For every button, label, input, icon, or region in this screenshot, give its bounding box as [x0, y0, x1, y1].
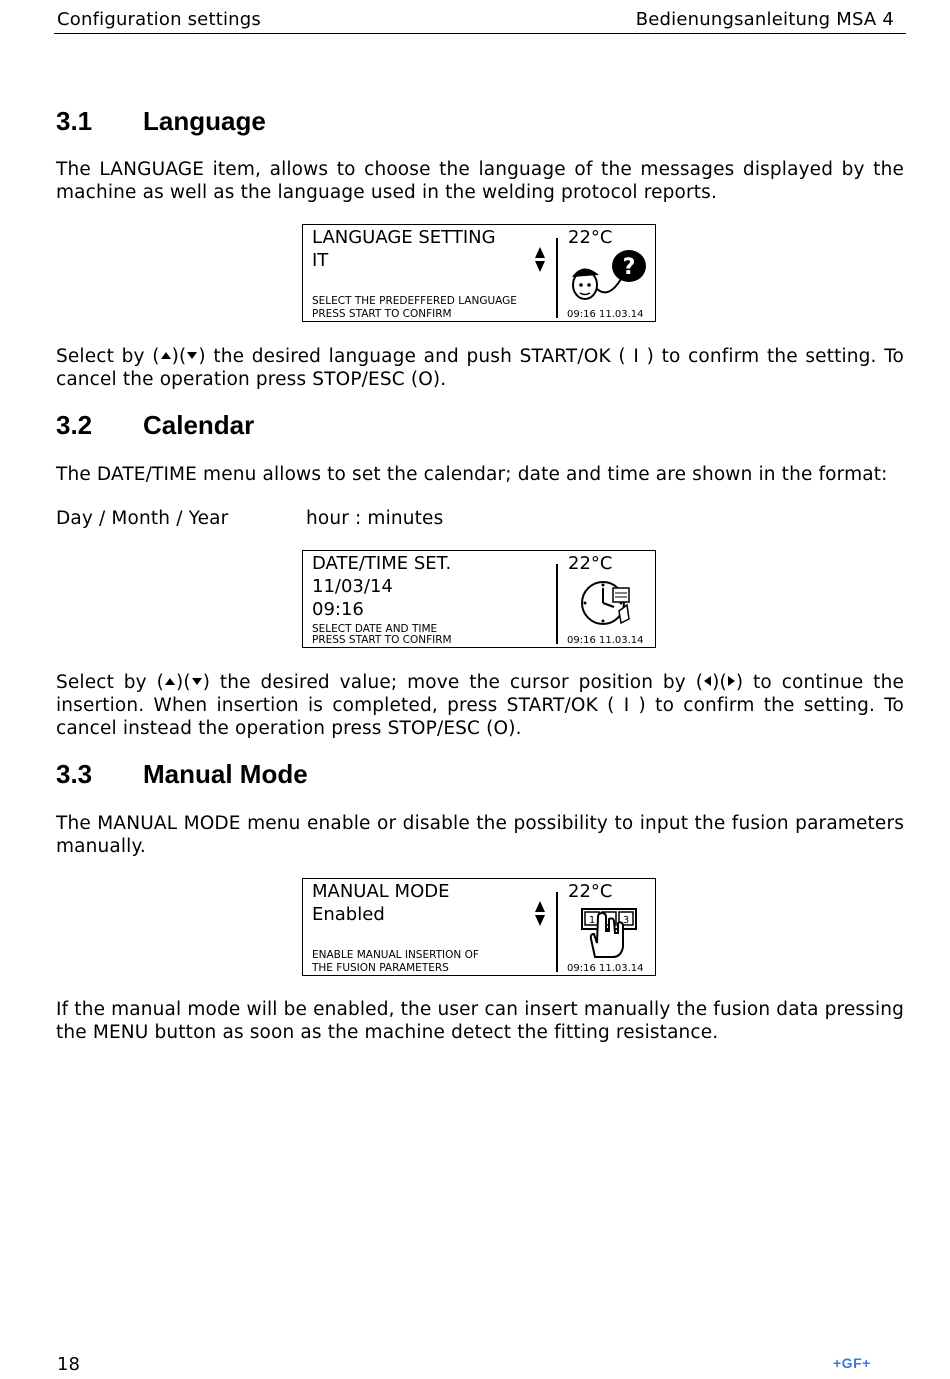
lcd-temperature: 22°C	[568, 881, 613, 902]
section-number: 3.2	[56, 410, 93, 440]
format-time: hour : minutes	[306, 508, 444, 529]
right-arrow-icon	[728, 676, 735, 686]
lcd-line-2: 11/03/14	[312, 576, 393, 597]
section-number: 3.1	[56, 106, 93, 136]
lcd-line-2: IT	[312, 250, 329, 271]
lcd-hint-2: PRESS START TO CONFIRM	[312, 308, 452, 320]
up-down-arrows-icon	[534, 247, 546, 273]
lcd-divider	[556, 564, 558, 644]
down-arrow-icon	[187, 352, 197, 359]
lcd-hint-1: SELECT THE PREDEFFERED LANGUAGE	[312, 295, 517, 307]
up-down-arrows-icon	[534, 901, 546, 927]
lcd-divider	[556, 238, 558, 318]
header-rule	[54, 33, 906, 34]
lcd-divider	[556, 892, 558, 972]
section-heading: Language	[143, 106, 266, 136]
lcd-hint-1: SELECT DATE AND TIME	[312, 623, 438, 635]
lcd-line-2: Enabled	[312, 904, 385, 925]
lcd-line-1: MANUAL MODE	[312, 881, 450, 902]
section-heading: Manual Mode	[143, 759, 308, 789]
svg-text:3: 3	[622, 915, 630, 926]
page-number: 18	[57, 1354, 80, 1375]
manual-mode-intro: The MANUAL MODE menu enable or disable the possibility to input the fusion parameters manually.	[56, 813, 904, 857]
left-arrow-icon	[704, 676, 711, 686]
lcd-clock: 09:16 11.03.14	[567, 963, 644, 974]
language-instructions: Select by ( )( ) the desired language and push START/OK ( I ) to confirm the setting. To cancel the operation press STOP/ESC (O).	[56, 346, 904, 390]
section-number: 3.3	[56, 759, 93, 789]
calendar-instructions: Select by ( )( ) the desired value; move the cursor position by ( )( ) to continue the insertion. When insertion is completed, press START/OK ( I ) to confirm the setting. To cancel instead the operation press STOP/ESC (O).	[56, 672, 904, 739]
lcd-clock: 09:16 11.03.14	[567, 309, 644, 320]
lcd-hint-2: PRESS START TO CONFIRM	[312, 634, 452, 646]
section-title-manual-mode	[56, 759, 308, 790]
clock-icon	[569, 575, 649, 631]
lcd-date-time-setting	[302, 550, 656, 648]
section-title-language	[56, 106, 266, 137]
lcd-language-setting	[302, 224, 656, 322]
lcd-temperature: 22°C	[568, 553, 613, 574]
lcd-line-3: 09:16	[312, 599, 364, 620]
gf-logo: +GF+	[833, 1355, 871, 1371]
manual-mode-note: If the manual mode will be enabled, the user can insert manually the fusion data pressing the MENU button as soon as the machine detect the fitting resistance.	[56, 999, 905, 1043]
down-arrow-icon	[192, 678, 202, 685]
language-intro: The LANGUAGE item, allows to choose the language of the messages displayed by the machine as well as the language used in the welding protocol reports.	[56, 159, 904, 203]
format-date: Day / Month / Year	[56, 508, 229, 529]
section-title-calendar	[56, 410, 254, 441]
hand-keypad-icon	[569, 903, 649, 959]
header-right-title: Bedienungsanleitung MSA 4	[635, 9, 894, 30]
lcd-clock: 09:16 11.03.14	[567, 635, 644, 646]
lcd-line-1: LANGUAGE SETTING	[312, 227, 496, 248]
lcd-hint-1: ENABLE MANUAL INSERTION OF	[312, 949, 479, 961]
up-arrow-icon	[165, 678, 175, 685]
section-heading: Calendar	[143, 410, 255, 440]
svg-text:1: 1	[588, 915, 596, 926]
lcd-hint-2: THE FUSION PARAMETERS	[312, 962, 449, 974]
calendar-intro: The DATE/TIME menu allows to set the calendar; date and time are shown in the format:	[56, 464, 888, 485]
lcd-line-1: DATE/TIME SET.	[312, 553, 452, 574]
lcd-manual-mode-setting	[302, 878, 656, 976]
svg-text:?: ?	[622, 255, 636, 280]
help-operator-icon	[569, 249, 649, 305]
lcd-temperature: 22°C	[568, 227, 613, 248]
header-left-title: Configuration settings	[57, 9, 261, 30]
up-arrow-icon	[161, 352, 171, 359]
